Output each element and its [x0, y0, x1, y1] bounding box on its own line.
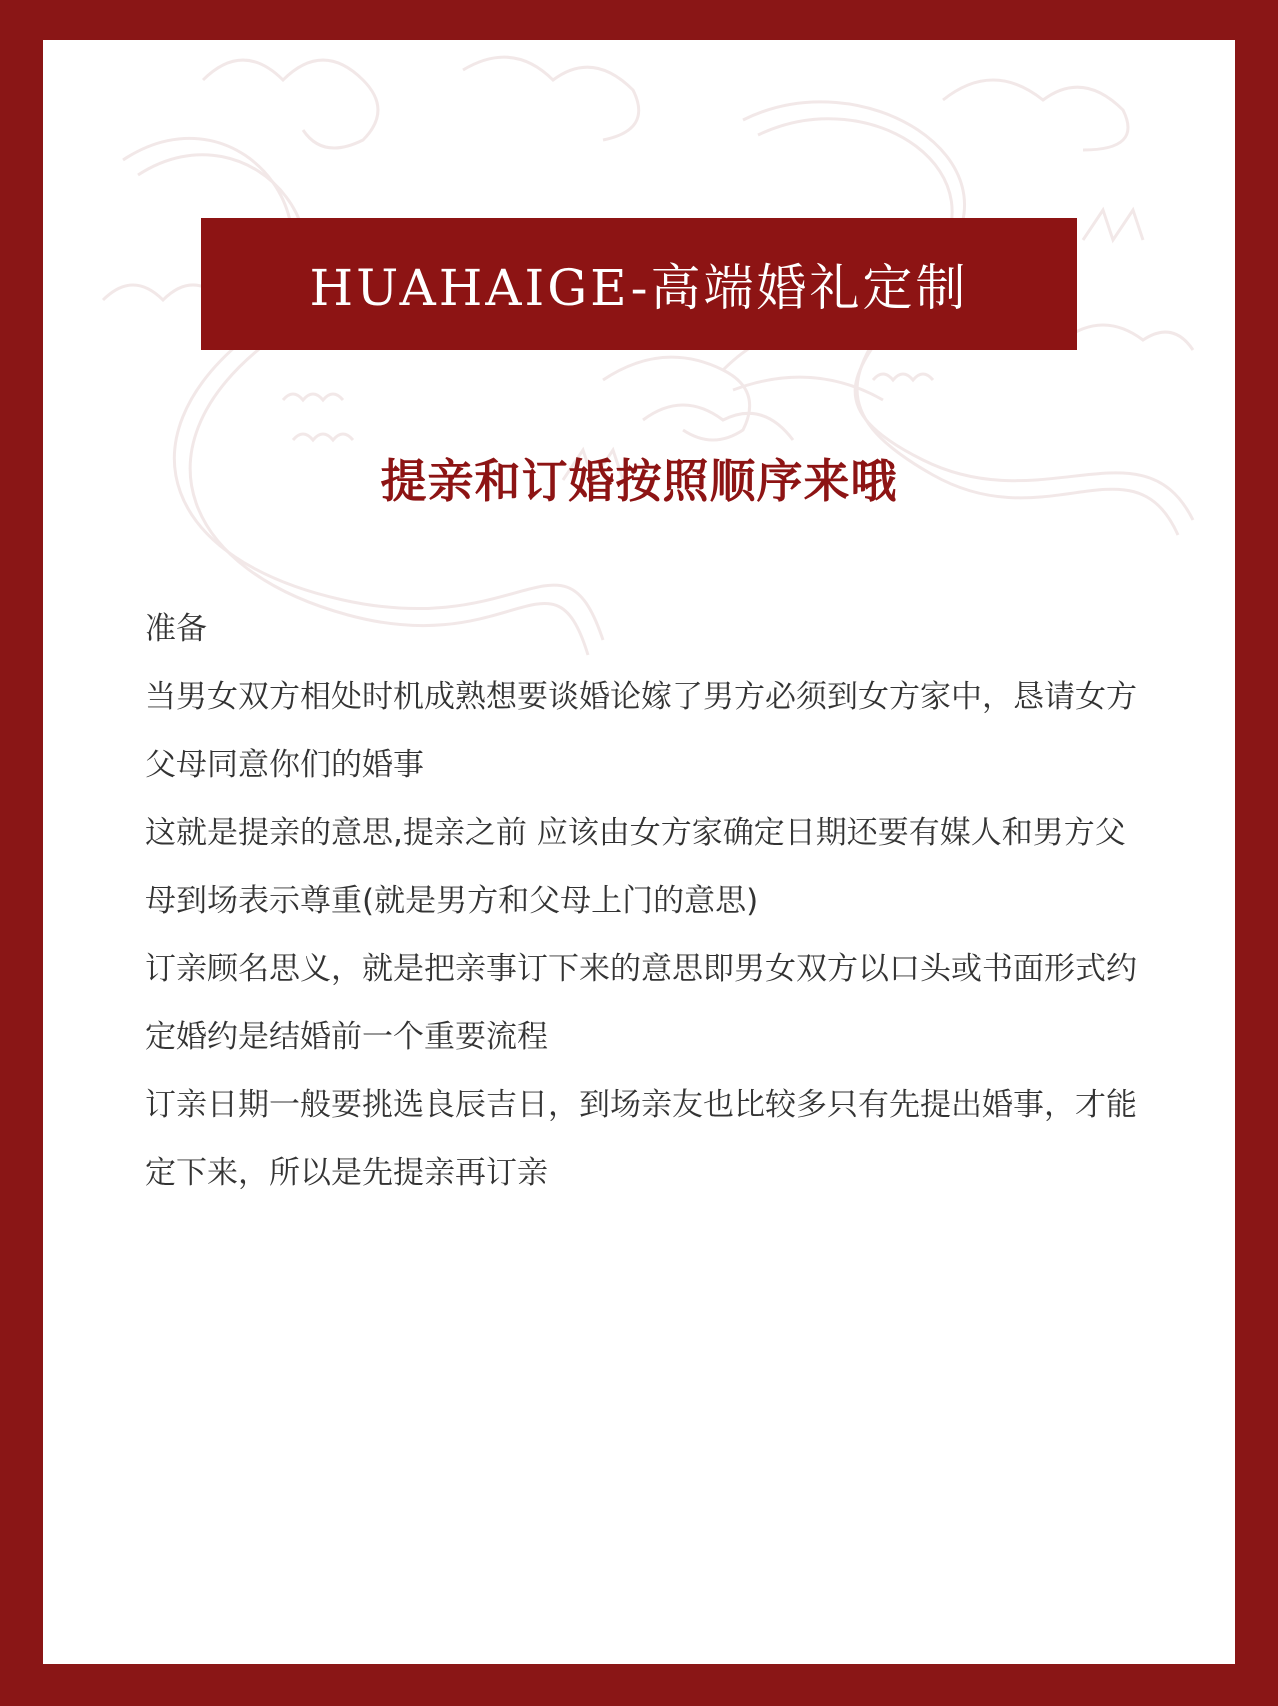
paragraph-prep: 准备 [145, 611, 207, 647]
paragraph-proposal-intro: 当男女双方相处时机成熟想要谈婚论嫁了男方必须到女方家中，恳请女方父母同意你们的婚事 [145, 679, 1137, 783]
paragraph-proposal-meaning: 这就是提亲的意思,提亲之前 应该由女方家确定日期还要有媒人和男方父母到场表示尊重(就是男方和父母上门的意思) [145, 815, 1126, 919]
article-subtitle: 提亲和订婚按照顺序来哦 [380, 454, 898, 508]
title-banner [201, 218, 1077, 350]
paragraph-engagement-meaning: 订亲顾名思义，就是把亲事订下来的意思即男女双方以口头或书面形式约定婚约是结婚前一个重要流程 [145, 951, 1137, 1055]
banner-title: HUAHAIGE-高端婚礼定制 [309, 259, 969, 317]
article-body [145, 595, 1145, 1207]
paragraph-engagement-date: 订亲日期一般要挑选良辰吉日，到场亲友也比较多只有先提出婚事，才能定下来，所以是先提亲再订亲 [145, 1087, 1137, 1191]
content-panel [43, 40, 1235, 1664]
